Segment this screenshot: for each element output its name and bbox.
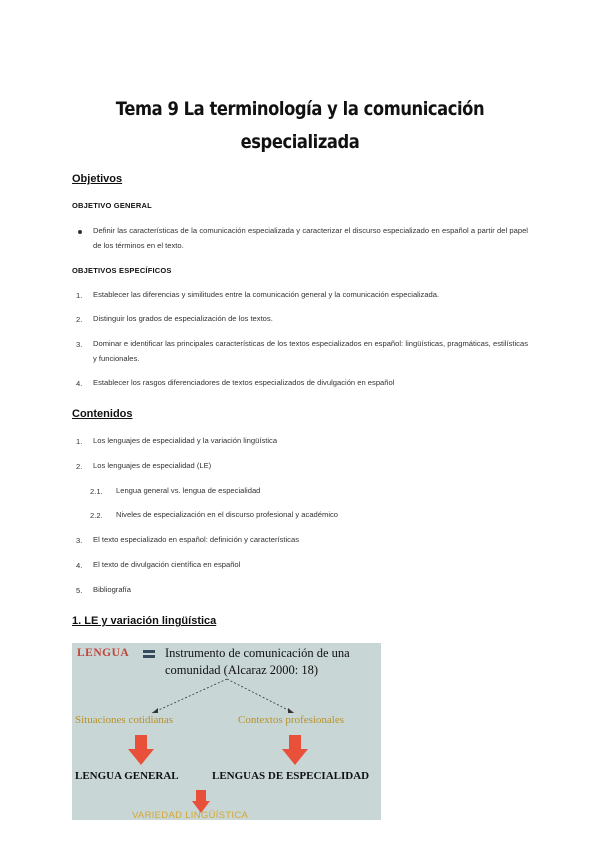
list-number: 2. — [76, 462, 83, 471]
list-number: 4. — [76, 561, 83, 570]
lengua-diagram — [72, 643, 381, 820]
objetivos-heading: Objetivos — [72, 173, 123, 185]
objetivo-especifico-item: Establecer las diferencias y similitudes entre la comunicación general y la comunicación especializada. — [93, 290, 440, 299]
contenido-item: El texto de divulgación científica en español — [93, 560, 241, 569]
situaciones-label: Situaciones cotidianas — [75, 714, 174, 726]
lengua-general-label: LENGUA GENERAL — [75, 770, 179, 782]
down-arrow-left — [128, 735, 154, 765]
list-number: 2.2. — [90, 511, 103, 520]
list-number: 4. — [76, 379, 83, 388]
objetivos-especificos-heading: OBJETIVOS ESPECÍFICOS — [72, 266, 172, 275]
list-number: 3. — [76, 536, 83, 545]
variedad-label: VARIEDAD LINGÜÍSTICA — [132, 810, 249, 821]
contenido-item: Los lenguajes de especialidad (LE) — [93, 461, 212, 470]
objetivo-general-heading: OBJETIVO GENERAL — [72, 201, 152, 210]
lenguas-especialidad-label: LENGUAS DE ESPECIALIDAD — [212, 770, 370, 782]
page-title-line1: Tema 9 La terminología y la comunicación — [115, 98, 485, 120]
section1-heading: 1. LE y variación lingüística — [72, 615, 217, 627]
contenido-item: Bibliografía — [93, 585, 131, 594]
list-number: 3. — [76, 340, 83, 349]
lengua-definition: Instrumento de comunicación de una comunidad (Alcaraz 2000: 18) — [165, 646, 350, 677]
objetivo-especifico-item: Dominar e identificar las principales características de los textos especializados en español: lingüísticas, pragmáticas, estilísticas y funcionales. — [93, 339, 528, 363]
page-title-line2: especializada — [240, 131, 360, 153]
bullet-marker — [78, 230, 82, 234]
contextos-label: Contextos profesionales — [238, 714, 345, 726]
list-number: 1. — [76, 437, 83, 446]
lengua-label: LENGUA — [77, 647, 130, 659]
contenido-item: El texto especializado en español: definición y características — [93, 535, 299, 544]
contenido-subitem: Lengua general vs. lengua de especialidad — [116, 486, 261, 495]
list-number: 2.1. — [90, 487, 103, 496]
list-number: 5. — [76, 586, 83, 595]
list-number: 1. — [76, 291, 83, 300]
contenidos-heading: Contenidos — [72, 408, 133, 420]
list-number: 2. — [76, 315, 83, 324]
objetivo-especifico-item: Establecer los rasgos diferenciadores de textos especializados de divulgación en español — [93, 378, 395, 387]
contenido-subitem: Niveles de especialización en el discurso profesional y académico — [116, 510, 339, 519]
objetivo-especifico-item: Distinguir los grados de especialización de los textos. — [93, 314, 273, 323]
connector-left — [152, 679, 227, 713]
down-arrow-right — [282, 735, 308, 765]
equals-icon — [143, 650, 155, 660]
objetivo-general-item: Definir las características de la comunicación especializada y caracterizar el discurso especializado en español a partir del papel de los términos en el texto. — [93, 226, 528, 250]
connector-right — [227, 679, 294, 713]
contenido-item: Los lenguajes de especialidad y la variación lingüística — [93, 436, 278, 445]
